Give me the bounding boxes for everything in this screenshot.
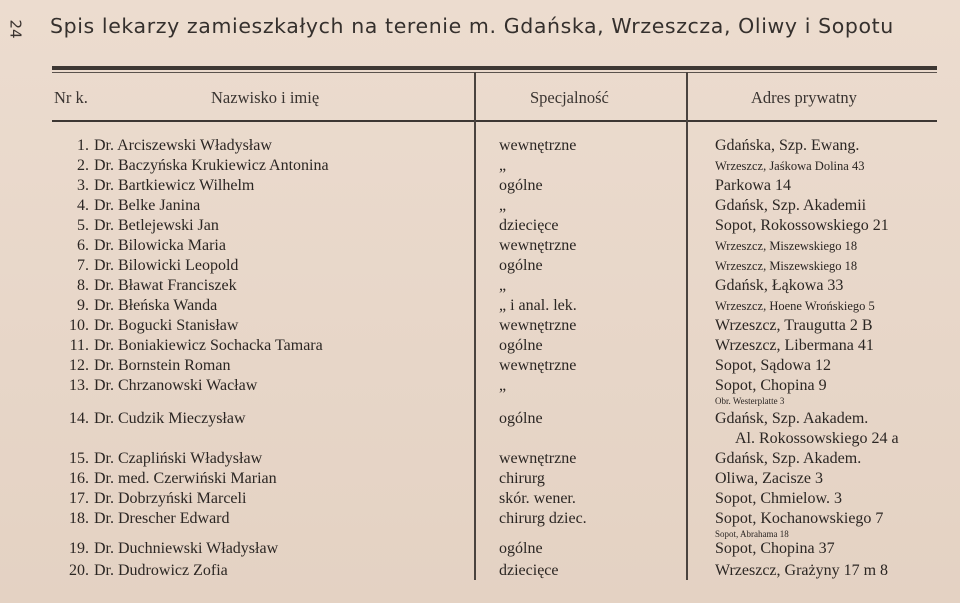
table-top-rule-thin bbox=[52, 72, 937, 73]
row-number: 8. bbox=[77, 277, 89, 294]
specialty: ogólne bbox=[499, 257, 543, 274]
table-top-rule bbox=[52, 66, 937, 70]
table-row bbox=[0, 540, 960, 560]
address: Parkowa 14 bbox=[715, 177, 791, 194]
row-number: 4. bbox=[77, 197, 89, 214]
specialty: ogólne bbox=[499, 177, 543, 194]
specialty: „ bbox=[499, 377, 507, 394]
row-number: 10. bbox=[69, 317, 89, 334]
address: Gdańska, Szp. Ewang. bbox=[715, 137, 860, 154]
doctor-name: Dr. Bornstein Roman bbox=[94, 357, 231, 374]
row-number: 20. bbox=[69, 562, 89, 579]
address: Wrzeszcz, Jaśkowa Dolina 43 bbox=[715, 159, 865, 173]
specialty: skór. wener. bbox=[499, 490, 576, 507]
doctor-name: Dr. Bławat Franciszek bbox=[94, 277, 237, 294]
address-note: Obr. Westerplatte 3 bbox=[715, 396, 785, 406]
doctor-name: Dr. Baczyńska Krukiewicz Antonina bbox=[94, 157, 329, 174]
specialty: chirurg dziec. bbox=[499, 510, 587, 527]
row-number: 2. bbox=[77, 157, 89, 174]
doctor-name: Dr. Chrzanowski Wacław bbox=[94, 377, 258, 394]
row-number: 14. bbox=[69, 410, 89, 427]
address: Wrzeszcz, Libermana 41 bbox=[715, 337, 874, 354]
table-row bbox=[0, 257, 960, 277]
table-row bbox=[0, 137, 960, 157]
row-number: 9. bbox=[77, 297, 89, 314]
header-nr: Nr k. bbox=[54, 88, 88, 107]
row-number: 11. bbox=[69, 337, 89, 354]
specialty: „ i anal. lek. bbox=[499, 297, 577, 314]
address: Wrzeszcz, Traugutta 2 B bbox=[715, 317, 873, 334]
specialty: ogólne bbox=[499, 410, 543, 427]
table-row bbox=[0, 510, 960, 539]
row-number: 13. bbox=[69, 377, 89, 394]
doctor-name: Dr. Betlejewski Jan bbox=[94, 217, 219, 234]
table-row bbox=[0, 277, 960, 297]
specialty: wewnętrzne bbox=[499, 450, 577, 467]
doctor-name: Dr. Bogucki Stanisław bbox=[94, 317, 239, 334]
table-row bbox=[0, 490, 960, 510]
specialty: wewnętrzne bbox=[499, 237, 577, 254]
specialty: ogólne bbox=[499, 540, 543, 557]
doctor-name: Dr. Dudrowicz Zofia bbox=[94, 562, 228, 579]
doctor-name: Dr. med. Czerwiński Marian bbox=[94, 470, 277, 487]
page-title: Spis lekarzy zamieszkałych na terenie m. Gdańska, Wrzeszcza, Oliwy i Sopotu bbox=[50, 14, 894, 38]
table-row bbox=[0, 357, 960, 377]
specialty: „ bbox=[499, 197, 507, 214]
doctor-name: Dr. Boniakiewicz Sochacka Tamara bbox=[94, 337, 323, 354]
header-address: Adres prywatny bbox=[751, 88, 857, 107]
address-note: Sopot, Abrahama 18 bbox=[715, 529, 789, 539]
doctor-name: Dr. Bilowicki Leopold bbox=[94, 257, 239, 274]
specialty: wewnętrzne bbox=[499, 317, 577, 334]
header-bottom-rule bbox=[52, 120, 937, 122]
specialty: ogólne bbox=[499, 337, 543, 354]
doctor-name: Dr. Bilowicka Maria bbox=[94, 237, 226, 254]
doctor-name: Dr. Bartkiewicz Wilhelm bbox=[94, 177, 255, 194]
table-row bbox=[0, 337, 960, 357]
address: Oliwa, Zacisze 3 bbox=[715, 470, 823, 487]
doctor-name: Dr. Dobrzyński Marceli bbox=[94, 490, 247, 507]
address: Wrzeszcz, Miszewskiego 18 bbox=[715, 239, 858, 253]
doctor-name: Dr. Duchniewski Władysław bbox=[94, 540, 279, 557]
address: Gdańsk, Szp. Aakadem. bbox=[715, 410, 869, 427]
header-specialty: Specjalność bbox=[530, 88, 609, 107]
doctor-name: Dr. Arciszewski Władysław bbox=[94, 137, 272, 154]
address: Gdańsk, Szp. Akademii bbox=[715, 197, 867, 214]
doctor-name: Dr. Cudzik Mieczysław bbox=[94, 410, 246, 427]
address-line-2: Al. Rokossowskiego 24 a bbox=[735, 430, 899, 447]
table-row bbox=[0, 297, 960, 317]
row-number: 1. bbox=[77, 137, 89, 154]
specialty: dziecięce bbox=[499, 217, 559, 234]
specialty: „ bbox=[499, 157, 507, 174]
row-number: 5. bbox=[77, 217, 89, 234]
address: Sopot, Kochanowskiego 7 bbox=[715, 510, 884, 527]
table-row bbox=[0, 197, 960, 217]
row-number: 3. bbox=[77, 177, 89, 194]
specialty: wewnętrzne bbox=[499, 137, 577, 154]
row-number: 19. bbox=[69, 540, 89, 557]
specialty: dziecięce bbox=[499, 562, 559, 579]
table-row bbox=[0, 450, 960, 470]
table-row bbox=[0, 562, 960, 582]
table-row bbox=[0, 157, 960, 177]
doctor-name: Dr. Belke Janina bbox=[94, 197, 201, 214]
row-number: 6. bbox=[77, 237, 89, 254]
address: Wrzeszcz, Miszewskiego 18 bbox=[715, 259, 858, 273]
row-number: 16. bbox=[69, 470, 89, 487]
address: Wrzeszcz, Grażyny 17 m 8 bbox=[715, 562, 889, 579]
row-number: 12. bbox=[69, 357, 89, 374]
address: Sopot, Chmielow. 3 bbox=[715, 490, 842, 507]
address: Sopot, Sądowa 12 bbox=[715, 357, 831, 374]
row-number: 17. bbox=[69, 490, 89, 507]
doctor-name: Dr. Drescher Edward bbox=[94, 510, 230, 527]
row-number: 15. bbox=[69, 450, 89, 467]
specialty: wewnętrzne bbox=[499, 357, 577, 374]
doctor-name: Dr. Błeńska Wanda bbox=[94, 297, 218, 314]
row-number: 7. bbox=[77, 257, 89, 274]
header-name: Nazwisko i imię bbox=[211, 88, 320, 107]
table-row bbox=[0, 317, 960, 337]
address: Gdańsk, Szp. Akadem. bbox=[715, 450, 862, 467]
page-number: 24 bbox=[6, 19, 25, 39]
specialty: chirurg bbox=[499, 470, 545, 487]
address: Sopot, Rokossowskiego 21 bbox=[715, 217, 889, 234]
address: Gdańsk, Łąkowa 33 bbox=[715, 277, 844, 294]
table-row bbox=[0, 177, 960, 197]
doctor-name: Dr. Czapliński Władysław bbox=[94, 450, 263, 467]
address: Sopot, Chopina 37 bbox=[715, 540, 835, 557]
table-row bbox=[0, 217, 960, 237]
specialty: „ bbox=[499, 277, 507, 294]
address: Wrzeszcz, Hoene Wrońskiego 5 bbox=[715, 299, 875, 313]
table-row bbox=[0, 470, 960, 490]
address: Sopot, Chopina 9 bbox=[715, 377, 827, 394]
table-row bbox=[0, 377, 960, 406]
row-number: 18. bbox=[69, 510, 89, 527]
table-row bbox=[0, 237, 960, 257]
table-row bbox=[0, 410, 960, 447]
